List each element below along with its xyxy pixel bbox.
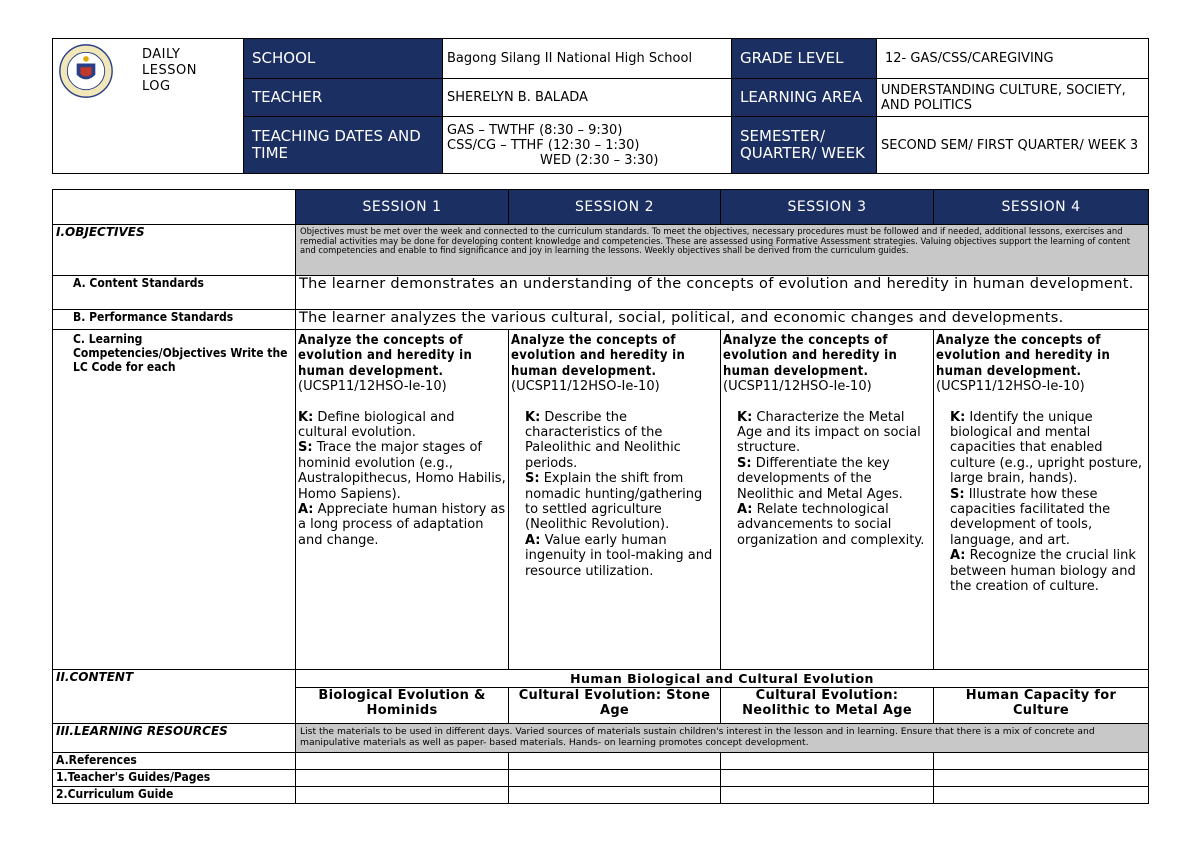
curriculum-guide-cell-1: [296, 787, 509, 804]
session-2-header: SESSION 2: [509, 190, 721, 225]
teachers-guides-cell-2: [509, 770, 721, 787]
lesson-table: [52, 189, 1149, 804]
document-title: DAILY LESSON LOG: [142, 47, 197, 94]
header-table: [52, 38, 1149, 174]
objectives-label: I.OBJECTIVES: [53, 225, 296, 276]
references-cell-2: [509, 753, 721, 770]
session-4-header: SESSION 4: [934, 190, 1149, 225]
curriculum-guide-cell-3: [721, 787, 934, 804]
curriculum-guide-cell-4: [934, 787, 1149, 804]
references-cell-4: [934, 753, 1149, 770]
teacher-label: TEACHER: [244, 79, 443, 117]
teachers-guides-cell-1: [296, 770, 509, 787]
learning-area-value: UNDERSTANDING CULTURE, SOCIETY, AND POLITICS: [877, 79, 1149, 117]
references-cell-1: [296, 753, 509, 770]
performance-standards-label: B. Performance Standards: [53, 310, 296, 330]
session-1-header: SESSION 1: [296, 190, 509, 225]
semester-label: SEMESTER/ QUARTER/ WEEK: [732, 117, 877, 174]
objectives-note: Objectives must be met over the week and connected to the curriculum standards. To meet the objectives, necessary procedures must be followed and if needed, additional lessons, exercises and remedial activities may be done for developing content knowledge and competencies. These are assessed using Formative Assessment strategies. Valuing objectives support the learning of content and competencies and enable to find significance and joy in learning the lessons. Weekly objectives shall be derived from the curriculum guides.: [296, 225, 1149, 276]
learning-area-label: LEARNING AREA: [732, 79, 877, 117]
semester-value: SECOND SEM/ FIRST QUARTER/ WEEK 3: [877, 117, 1149, 174]
blank-header-cell: [53, 190, 296, 225]
performance-standards-value: The learner analyzes the various cultural, social, political, and economic changes and developments.: [296, 310, 1149, 330]
competency-session-2: Analyze the concepts of evolution and heredity in human development. (UCSP11/12HSO-Ie-10) K: Describe the characteristics of the Paleolithic and Neolithic periods. S: Explain the shift from nomadic hunting/gathering to settled agriculture (Neolithic Revolution). A: Value early human ingenuity in tool-making and resource utilization.: [509, 330, 721, 670]
competency-session-4: Analyze the concepts of evolution and heredity in human development. (UCSP11/12HSO-Ie-10) K: Identify the unique biological and mental capacities that enabled culture (e.g., upright posture, large brain, hands). S: Illustrate how these capacities facilitated the development of tools, language, and art. A: Recognize the crucial link between human biology and the creation of culture.: [934, 330, 1149, 670]
grade-level-value: 12- GAS/CSS/CAREGIVING: [877, 39, 1149, 79]
curriculum-guide-cell-2: [509, 787, 721, 804]
content-label: II.CONTENT: [53, 670, 296, 724]
content-standards-label: A. Content Standards: [53, 276, 296, 310]
school-label: SCHOOL: [244, 39, 443, 79]
references-label: A.References: [53, 753, 296, 770]
school-value: Bagong Silang II National High School: [443, 39, 732, 79]
teaching-dates-label: TEACHING DATES AND TIME: [244, 117, 443, 174]
references-cell-3: [721, 753, 934, 770]
competency-session-1: Analyze the concepts of evolution and heredity in human development. (UCSP11/12HSO-Ie-10) K: Define biological and cultural evolution. S: Trace the major stages of hominid evolution (e.g., Australopithecus, Homo Habilis, Homo Sapiens). A: Appreciate human history as a long process of adaptation and change.: [296, 330, 509, 670]
topic-session-4: Human Capacity for Culture: [934, 688, 1149, 724]
competencies-label: C. Learning Competencies/Objectives Write the LC Code for each: [53, 330, 296, 670]
teaching-dates-value: GAS – TWTHF (8:30 – 9:30) CSS/CG – TTHF (12:30 – 1:30) WED (2:30 – 3:30): [443, 117, 732, 174]
content-title: Human Biological and Cultural Evolution: [296, 670, 1149, 688]
teachers-guides-cell-4: [934, 770, 1149, 787]
learning-resources-note: List the materials to be used in different days. Varied sources of materials sustain children's interest in the lesson and in learning. Ensure that there is a mix of concrete and manipulative materials as well as paper- based materials. Hands- on learning promotes concept development.: [296, 724, 1149, 753]
teachers-guides-label: 1.Teacher's Guides/Pages: [53, 770, 296, 787]
teacher-value: SHERELYN B. BALADA: [443, 79, 732, 117]
topic-session-2: Cultural Evolution: Stone Age: [509, 688, 721, 724]
content-standards-value: The learner demonstrates an understanding of the concepts of evolution and heredity in human development.: [296, 276, 1149, 310]
deped-seal-icon: [58, 43, 114, 99]
learning-resources-label: III.LEARNING RESOURCES: [53, 724, 296, 753]
teachers-guides-cell-3: [721, 770, 934, 787]
curriculum-guide-label: 2.Curriculum Guide: [53, 787, 296, 804]
topic-session-3: Cultural Evolution: Neolithic to Metal Age: [721, 688, 934, 724]
session-3-header: SESSION 3: [721, 190, 934, 225]
logo-cell: [53, 39, 244, 174]
topic-session-1: Biological Evolution & Hominids: [296, 688, 509, 724]
competency-session-3: Analyze the concepts of evolution and heredity in human development. (UCSP11/12HSO-Ie-10) K: Characterize the Metal Age and its impact on social structure. S: Differentiate the key developments of the Neolithic and Metal Ages. A: Relate technological advancements to social organization and complexity.: [721, 330, 934, 670]
grade-level-label: GRADE LEVEL: [732, 39, 877, 79]
